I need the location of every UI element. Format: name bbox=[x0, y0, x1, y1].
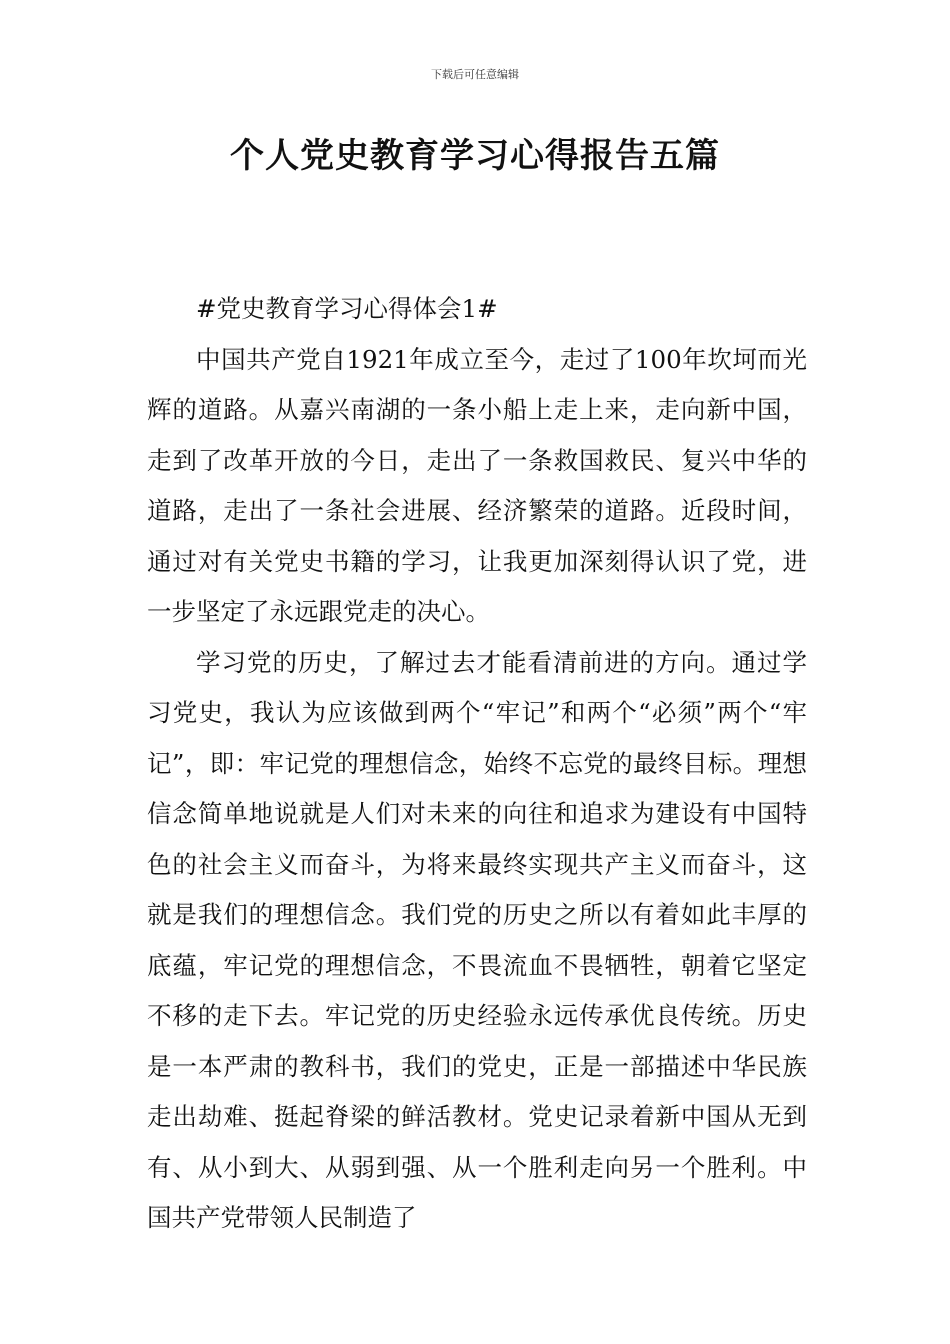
paragraph: 中国共产党自1921年成立至今，走过了100年坎坷而光辉的道路。从嘉兴南湖的一条小船上走上来，走向新中国，走到了改革开放的今日，走出了一条救国救民、复兴中华的道路，走出了一条社会进展、经济繁荣的道路。近段时间，通过对有关党史书籍的学习，让我更加深刻得认识了党，进一步坚定了永远跟党走的决心。 bbox=[147, 344, 807, 626]
header-note: 下载后可任意编辑 bbox=[431, 68, 519, 81]
section-heading: #党史教育学习心得体会1# bbox=[196, 294, 498, 323]
paragraph: 学习党的历史，了解过去才能看清前进的方向。通过学习党史，我认为应该做到两个“牢记”和两个“必须”两个“牢记”，即：牢记党的理想信念，始终不忘党的最终目标。理想信念简单地说就是人们对未来的向往和追求为建设有中国特色的社会主义而奋斗，为将来最终实现共产主义而奋斗，这就是我们的理想信念。我们党的历史之所以有着如此丰厚的底蕴，牢记党的理想信念，不畏流血不畏牺牲，朝着它坚定不移的走下去。牢记党的历史经验永远传承优良传统。历史是一本严肃的教科书，我们的党史，正是一部描述中华民族走出劫难、挺起脊梁的鲜活教材。党史记录着新中国从无到有、从小到大、从弱到强、从一个胜利走向另一个胜利。中国共产党带领人民制造了 bbox=[147, 647, 807, 1232]
document-body bbox=[147, 284, 807, 1244]
document-title: 个人党史教育学习心得报告五篇 bbox=[230, 136, 720, 176]
